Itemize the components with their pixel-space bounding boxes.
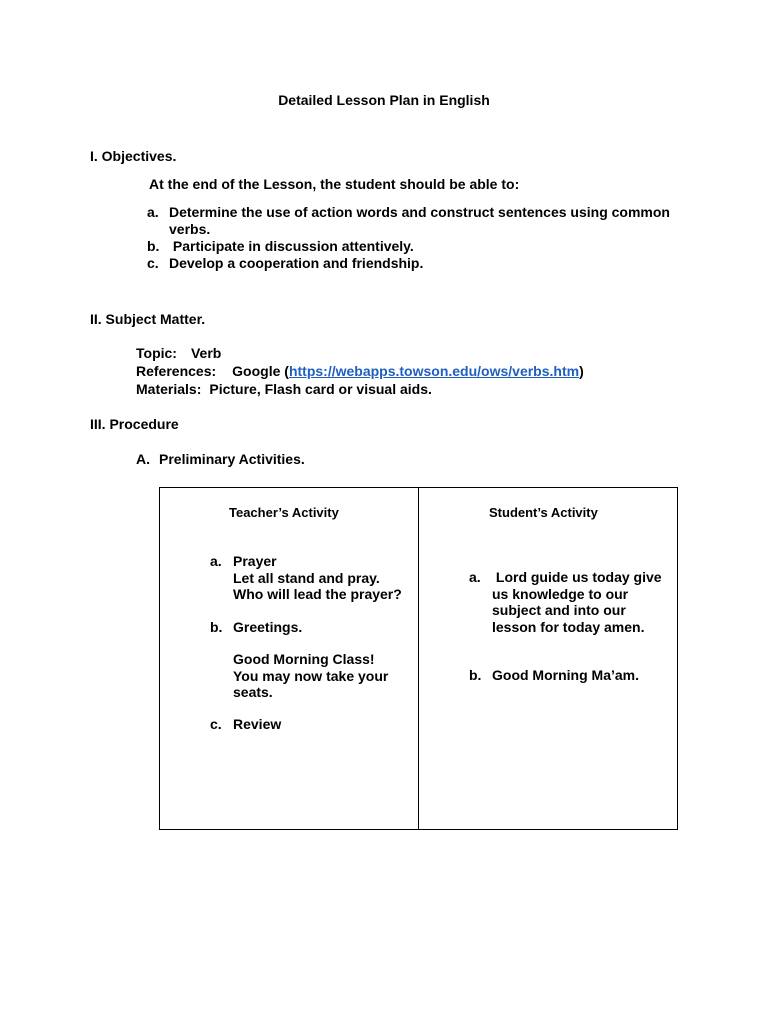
references-link[interactable]: https://webapps.towson.edu/ows/verbs.htm <box>288 363 580 379</box>
list-item <box>147 204 677 238</box>
list-item <box>147 238 677 255</box>
references-suffix: ) <box>579 363 584 379</box>
preliminary-heading <box>136 451 305 467</box>
preliminary-text: Preliminary Activities. <box>159 451 305 467</box>
topic-line <box>136 345 221 361</box>
teacher-item-line: seats. <box>233 684 273 700</box>
list-marker: a. <box>210 553 222 569</box>
references-prefix: Google ( <box>232 363 289 379</box>
teacher-activity-header: Teacher’s Activity <box>229 505 339 520</box>
teacher-item-line: Good Morning Class! <box>233 651 375 667</box>
page-title: Detailed Lesson Plan in English <box>278 92 490 108</box>
teacher-item-line: Who will lead the prayer? <box>233 586 402 602</box>
list-marker: b. <box>469 667 482 683</box>
student-item-line: Lord guide us today give <box>492 569 662 585</box>
topic-label: Topic: <box>136 345 177 361</box>
list-item <box>147 255 677 272</box>
student-item-line: subject and into our <box>492 602 626 618</box>
materials-line <box>136 381 432 397</box>
student-item-line: Good Morning Ma’am. <box>492 667 639 683</box>
list-item-text: Develop a cooperation and friendship. <box>169 255 424 271</box>
objectives-list <box>147 204 677 272</box>
objectives-intro: At the end of the Lesson, the student should be able to: <box>149 176 520 192</box>
student-item-line: lesson for today amen. <box>492 618 645 635</box>
topic-value: Verb <box>190 345 222 361</box>
list-marker: a. <box>147 204 159 220</box>
list-item-text: Participate in discussion attentively. <box>169 238 414 254</box>
procedure-heading: III. Procedure <box>90 416 179 432</box>
materials-label: Materials: <box>136 381 202 397</box>
teacher-item-line: Review <box>233 716 282 732</box>
student-item-line: us knowledge to our <box>492 585 629 602</box>
subject-matter-heading: II. Subject Matter. <box>90 311 206 327</box>
student-activity-header: Student’s Activity <box>489 505 598 520</box>
materials-value: Picture, Flash card or visual aids. <box>209 381 432 397</box>
objectives-heading: I. Objectives. <box>90 148 177 164</box>
list-item-text: Determine the use of action words and construct sentences using common verbs. <box>169 204 670 237</box>
table-divider <box>418 487 419 830</box>
list-marker: c. <box>147 255 159 271</box>
teacher-item-line: Prayer <box>233 553 277 569</box>
references-label: References: <box>136 363 217 379</box>
teacher-item-line: Greetings. <box>233 619 303 635</box>
list-marker: a. <box>469 569 481 585</box>
list-marker: c. <box>210 716 222 732</box>
list-marker: b. <box>210 619 223 635</box>
teacher-item-line: You may now take your <box>233 667 389 684</box>
list-marker: b. <box>147 238 160 254</box>
references-line <box>136 363 584 379</box>
teacher-item-line: Let all stand and pray. <box>233 569 380 586</box>
preliminary-marker: A. <box>136 451 150 467</box>
